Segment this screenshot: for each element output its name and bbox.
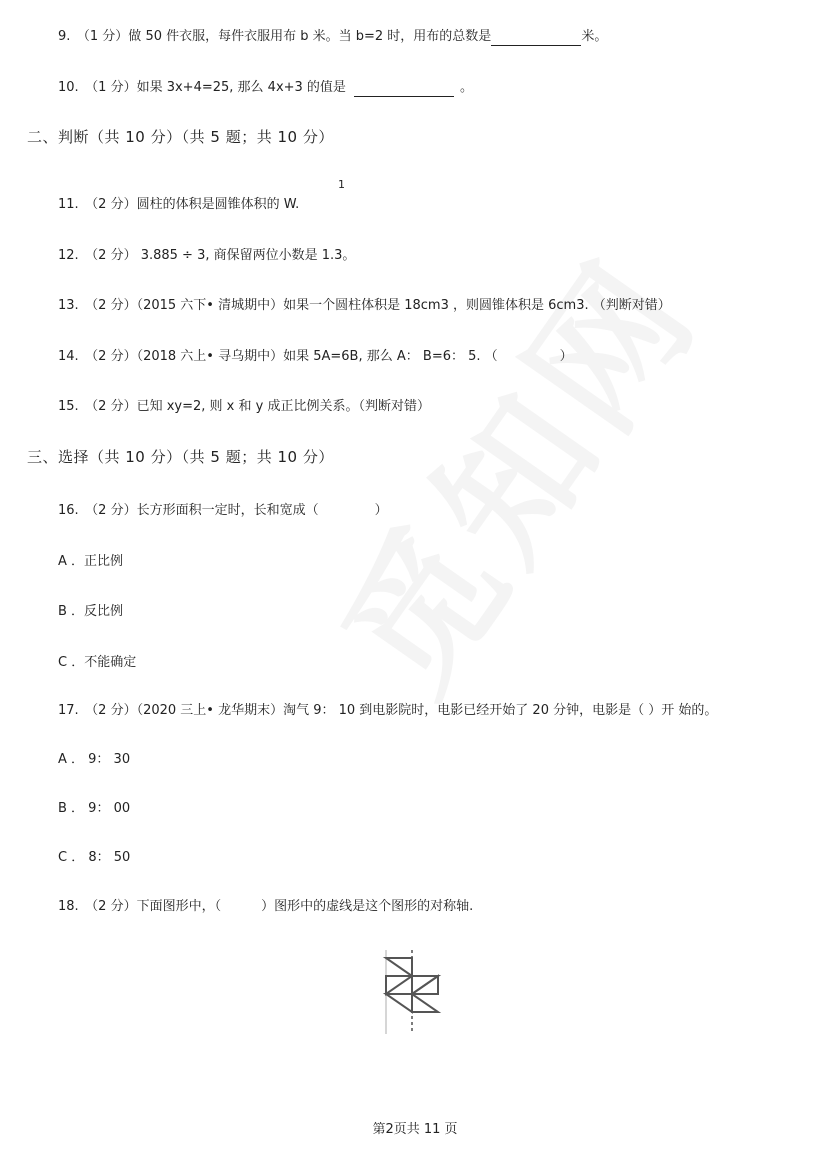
question-9 <box>58 28 607 46</box>
question-18-text: 18. （2 分）下面图形中，（ <box>58 899 222 914</box>
question-15: 15. （2 分）已知 xy=2, 则 x 和 y 成正比例关系。（判断对错） <box>58 399 430 414</box>
section-title-choice: 三、选择（共 10 分）（共 5 题；共 10 分） <box>27 448 334 466</box>
question-18 <box>58 898 473 916</box>
answer-blank[interactable] <box>354 82 454 97</box>
question-9-unit: 米。 <box>581 29 608 44</box>
option-a[interactable]: A ． 9： 30 <box>58 752 131 767</box>
question-11: 11. （2 分）圆柱的体积是圆锥体积的 W. <box>58 197 300 212</box>
page-footer: 第2页共 11 页 <box>372 1122 458 1137</box>
option-c[interactable]: C ． 8： 50 <box>58 850 131 865</box>
question-13: 13. （2 分）（2015 六下• 清城期中）如果一个圆柱体积是 18cm3 ，则圆锥体积是 6cm3. （判断对错） <box>58 298 671 313</box>
answer-blank[interactable] <box>491 31 581 46</box>
question-17: 17. （2 分）（2020 三上• 龙华期末）淘气 9： 10 到电影院时，电影已经开始了 20 分钟，电影是（ ）开 始的。 <box>58 703 718 718</box>
option-c[interactable]: C ．不能确定 <box>58 655 137 670</box>
question-12: 12. （2 分） 3.885 ÷ 3, 商保留两位小数是 1.3。 <box>58 248 356 263</box>
question-18-end: ）图形中的虚线是这个图形的对称轴. <box>261 899 474 914</box>
question-14-text: 14. （2 分）（2018 六上• 寻乌期中）如果 5A=6B, 那么 A： B=6： 5. （ <box>58 349 498 364</box>
question-16-text: 16. （2 分）长方形面积一定时，长和宽成（ <box>58 503 319 518</box>
fraction-numerator: 1 <box>338 178 345 191</box>
question-10-end: 。 <box>459 80 473 95</box>
option-b[interactable]: B ． 9： 00 <box>58 801 131 816</box>
option-a[interactable]: A ．正比例 <box>58 554 124 569</box>
question-16-end: ） <box>374 503 388 518</box>
question-16 <box>58 502 388 520</box>
section-title-judge: 二、判断（共 10 分）（共 5 题；共 10 分） <box>27 128 334 146</box>
question-9-text: 9. （1 分）做 50 件衣服，每件衣服用布 b 米。当 b=2 时，用布的总数是 <box>58 29 492 44</box>
question-14 <box>58 348 573 366</box>
question-10 <box>58 79 473 97</box>
watermark <box>284 209 736 726</box>
symmetry-figure <box>378 948 448 1040</box>
question-14-end: ） <box>559 349 573 364</box>
question-10-text: 10. （1 分）如果 3x+4=25, 那么 4x+3 的值是 <box>58 80 346 95</box>
option-b[interactable]: B ．反比例 <box>58 604 124 619</box>
